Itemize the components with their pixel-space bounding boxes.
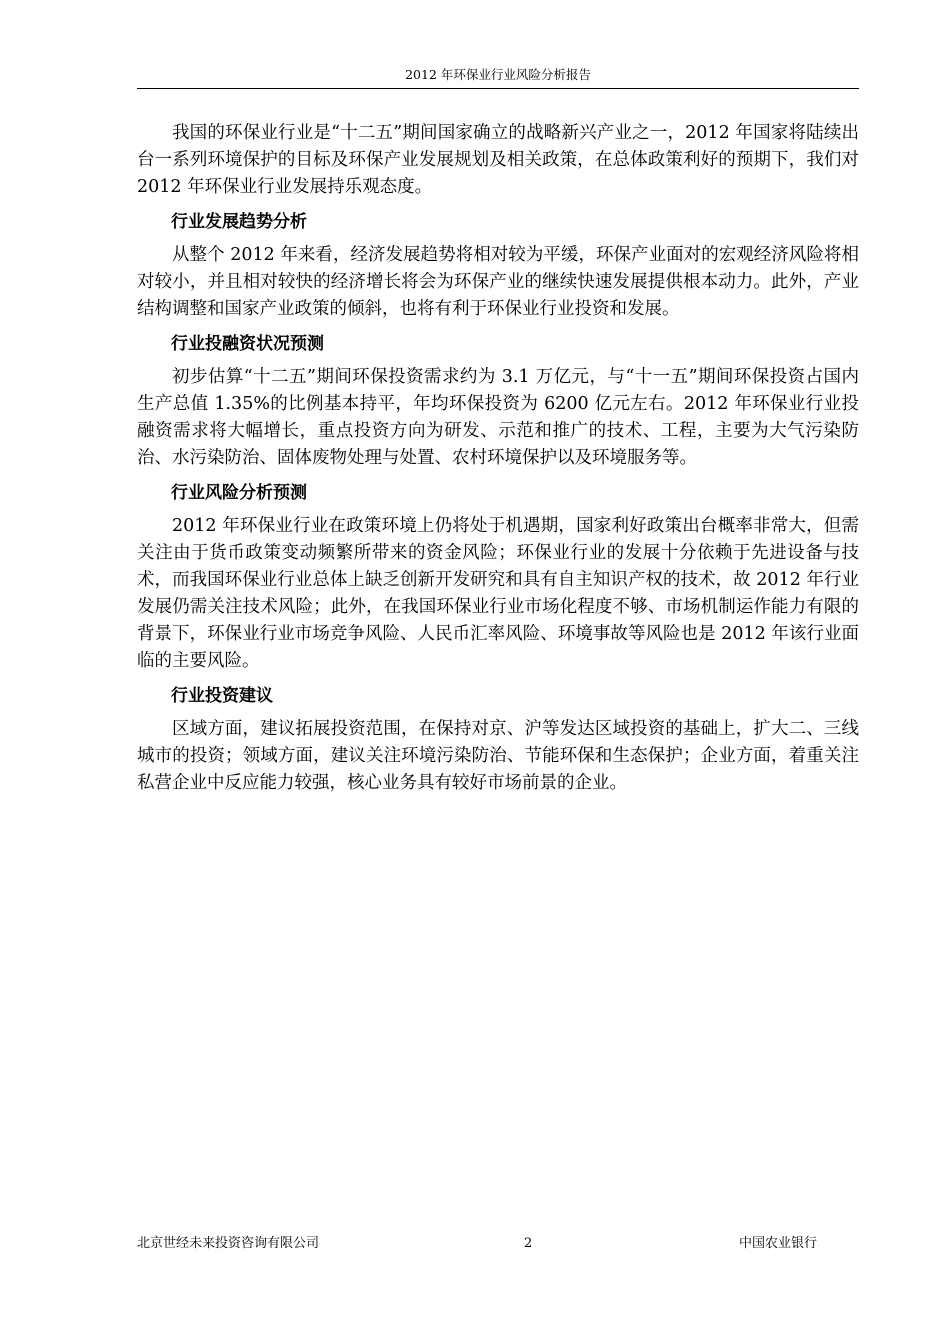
report-title: 2012 年环保业行业风险分析报告 [405, 67, 591, 82]
risk-heading: 行业风险分析预测 [171, 483, 307, 503]
finance-paragraph: 初步估算“十二五”期间环保投资需求约为 3.1 万亿元，与“十一五”期间环保投资占国内生产总值 1.35%的比例基本持平，年均环保投资为 6200 亿元左右。2012 年环保业行业投融资需求将大幅增长，重点投资方向为研发、示范和推广的技术、工程，主要为大气污染防治、水污染防治、固体废物处理与处置、农村环境保护以及环境服务等。 [137, 367, 859, 468]
footer-company: 北京世经未来投资咨询有限公司 [137, 1236, 320, 1251]
advice-heading: 行业投资建议 [171, 686, 273, 706]
finance-heading: 行业投融资状况预测 [171, 334, 324, 354]
advice-paragraph: 区域方面，建议拓展投资范围，在保持对京、沪等发达区域投资的基础上，扩大二、三线城市的投资；领域方面，建议关注环境污染防治、节能环保和生态保护；企业方面，着重关注私营企业中反应能力较强，核心业务具有较好市场前景的企业。 [137, 719, 859, 793]
page-number: 2 [524, 1236, 533, 1251]
risk-paragraph: 2012 年环保业行业在政策环境上仍将处于机遇期，国家利好政策出台概率非常大，但需关注由于货币政策变动频繁所带来的资金风险；环保业行业的发展十分依赖于先进设备与技术，而我国环保业行业总体上缺乏创新开发研究和具有自主知识产权的技术，故 2012 年行业发展仍需关注技术风险；此外，在我国环保业行业市场化程度不够、市场机制运作能力有限的背景下，环保业行业市场竞争风险、人民币汇率风险、环境事故等风险也是 2012 年该行业面临的主要风险。 [137, 516, 859, 671]
page-header [137, 66, 859, 89]
page-footer [137, 1234, 859, 1254]
trend-paragraph: 从整个 2012 年来看，经济发展趋势将相对较为平缓，环保产业面对的宏观经济风险将相对较小，并且相对较快的经济增长将会为环保产业的继续快速发展提供根本动力。此外，产业结构调整和国家产业政策的倾斜，也将有利于环保业行业投资和发展。 [137, 245, 859, 319]
report-body [137, 120, 859, 797]
trend-heading: 行业发展趋势分析 [171, 212, 307, 232]
intro-paragraph: 我国的环保业行业是“十二五”期间国家确立的战略新兴产业之一，2012 年国家将陆续出台一系列环境保护的目标及环保产业发展规划及相关政策，在总体政策利好的预期下，我们对 2012 年环保业行业发展持乐观态度。 [137, 123, 859, 197]
footer-bank: 中国农业银行 [738, 1236, 817, 1251]
